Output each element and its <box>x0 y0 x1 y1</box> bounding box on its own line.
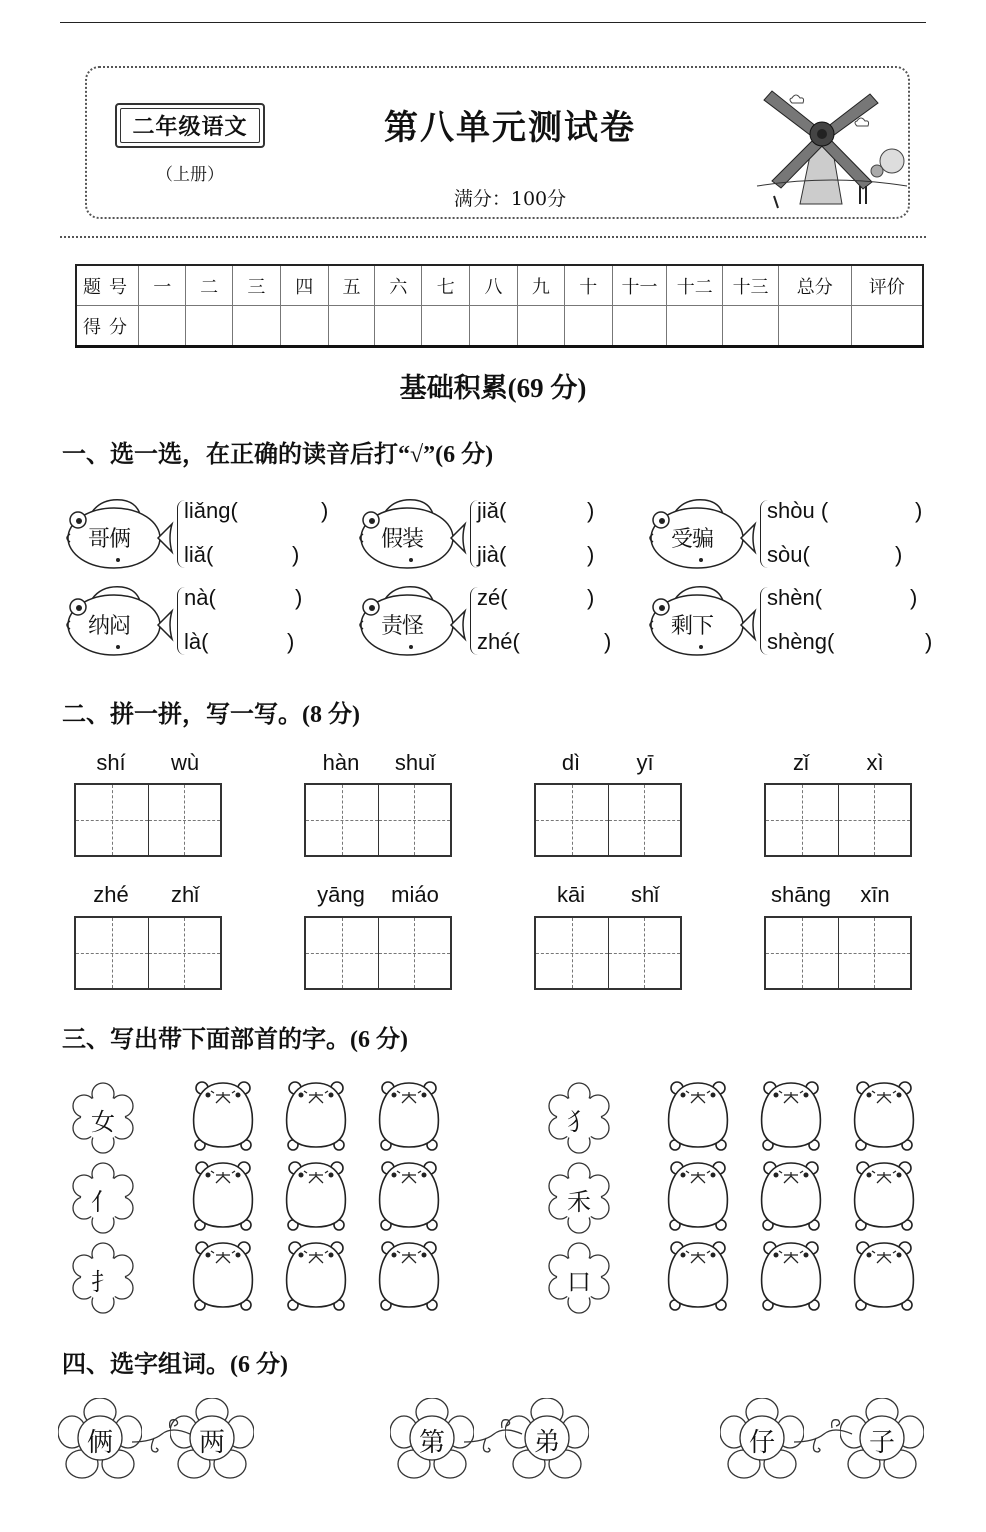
column-header: 四 <box>280 265 328 306</box>
hamster-answer-box[interactable] <box>283 1239 349 1311</box>
radical: 禾 <box>567 1188 591 1216</box>
score-cell[interactable] <box>328 306 375 347</box>
hamster-icon <box>283 1079 349 1151</box>
hamster-answer-box[interactable] <box>851 1159 917 1231</box>
answer-blank-close[interactable]: ) <box>910 585 918 610</box>
hamster-icon <box>190 1239 256 1311</box>
fish-word: 纳闷 <box>88 614 131 639</box>
score-table <box>75 264 924 348</box>
hamster-answer-box[interactable] <box>758 1159 824 1231</box>
radical-cloud <box>548 1082 610 1154</box>
score-cell[interactable] <box>422 306 470 347</box>
fish-item <box>645 496 925 576</box>
score-table-header-row <box>76 265 923 306</box>
column-header: 三 <box>232 265 280 306</box>
score-label: 得分 <box>76 306 139 347</box>
word-flower[interactable] <box>390 1398 474 1480</box>
pinyin-prompt: xì <box>866 750 884 775</box>
pinyin-option: zé( <box>477 585 508 610</box>
flower-char: 弟 <box>533 1428 560 1458</box>
radical-cloud <box>548 1242 610 1314</box>
answer-blank-close[interactable]: ) <box>587 585 595 610</box>
word-flower[interactable] <box>720 1398 804 1480</box>
fish-word: 责怪 <box>381 614 424 639</box>
pinyin-option: sòu( <box>767 542 810 567</box>
grid-cell[interactable] <box>536 785 609 855</box>
hamster-icon <box>283 1159 349 1231</box>
fish-word: 假装 <box>381 527 424 552</box>
dotted-divider <box>60 236 926 242</box>
grid-cell[interactable] <box>839 785 911 855</box>
score-cell[interactable] <box>186 306 233 347</box>
pinyin-prompt: zhé <box>93 882 129 907</box>
grid-cell[interactable] <box>609 785 681 855</box>
pinyin-option: zhé( <box>477 629 520 654</box>
q2-heading: 二、拼一拼，写一写。(8 分) <box>62 702 360 728</box>
q3-heading: 三、写出带下面部首的字。(6 分) <box>62 1027 408 1053</box>
pinyin-option: liǎ( <box>184 542 214 567</box>
fish-item <box>645 583 933 663</box>
hamster-icon <box>758 1159 824 1231</box>
fish-word: 受骗 <box>671 527 714 552</box>
answer-blank-close[interactable]: ) <box>895 542 903 567</box>
radical: 口 <box>567 1268 591 1296</box>
pinyin-prompt: yī <box>636 750 654 775</box>
hamster-answer-box[interactable] <box>376 1239 442 1311</box>
score-cell[interactable] <box>139 306 186 347</box>
hamster-answer-box[interactable] <box>376 1079 442 1151</box>
page-title: 第八单元测试卷 <box>384 108 636 148</box>
hamster-icon <box>283 1239 349 1311</box>
question-number-label: 题号 <box>76 265 139 306</box>
pinyin-option: là( <box>184 629 209 654</box>
answer-blank-close[interactable]: ) <box>604 629 612 654</box>
hamster-answer-box[interactable] <box>190 1159 256 1231</box>
pinyin-prompt: dì <box>561 750 581 775</box>
fish-item <box>62 496 342 576</box>
hamster-answer-box[interactable] <box>665 1159 731 1231</box>
answer-blank-close[interactable]: ) <box>321 498 329 523</box>
hamster-answer-box[interactable] <box>283 1159 349 1231</box>
hamster-icon <box>851 1159 917 1231</box>
radical-cloud <box>72 1162 134 1234</box>
flower-char: 第 <box>418 1428 445 1458</box>
answer-blank-close[interactable]: ) <box>587 498 595 523</box>
column-header: 总分 <box>778 265 851 306</box>
answer-blank-close[interactable]: ) <box>587 542 595 567</box>
hamster-icon <box>851 1079 917 1151</box>
column-header: 五 <box>328 265 375 306</box>
score-cell[interactable] <box>470 306 518 347</box>
column-header: 六 <box>375 265 422 306</box>
hamster-icon <box>376 1239 442 1311</box>
pinyin-prompt: zhǐ <box>170 882 200 907</box>
answer-blank-close[interactable]: ) <box>295 585 303 610</box>
radical-cloud <box>72 1242 134 1314</box>
grid-cell[interactable] <box>306 785 379 855</box>
pinyin-prompt: shāng <box>771 882 831 907</box>
vine-icon <box>464 1418 524 1458</box>
grid-cell[interactable] <box>379 785 451 855</box>
pinyin-option: shèn( <box>767 585 823 610</box>
column-header: 十三 <box>723 265 779 306</box>
pinyin-prompt: wù <box>170 750 200 775</box>
pinyin-prompt: yāng <box>317 882 365 907</box>
pinyin-option: nà( <box>184 585 216 610</box>
flower-char: 俩 <box>86 1428 113 1458</box>
grade-label-box <box>115 103 265 148</box>
fish-item <box>355 496 635 576</box>
radical: 犭 <box>567 1108 591 1136</box>
hamster-icon <box>376 1079 442 1151</box>
pinyin-prompt: miáo <box>391 882 439 907</box>
hamster-icon <box>758 1239 824 1311</box>
score-cell[interactable] <box>723 306 779 347</box>
q1-heading: 一、选一选，在正确的读音后打“√”(6 分) <box>62 442 494 468</box>
grid-cell[interactable] <box>76 785 149 855</box>
writing-grid[interactable] <box>534 916 682 990</box>
column-header: 一 <box>139 265 186 306</box>
grid-cell[interactable] <box>766 785 839 855</box>
q4-heading: 四、选字组词。(6 分) <box>62 1352 288 1378</box>
volume-label: （上册） <box>156 165 224 185</box>
writing-grid[interactable] <box>74 783 222 857</box>
score-table-score-row <box>76 306 923 347</box>
hamster-answer-box[interactable] <box>283 1079 349 1151</box>
fish-item <box>355 583 635 663</box>
radical: 扌 <box>91 1268 115 1296</box>
vine-icon <box>794 1418 854 1458</box>
writing-grid[interactable] <box>764 916 912 990</box>
score-cell[interactable] <box>280 306 328 347</box>
pinyin-prompt: hàn <box>322 750 360 775</box>
grid-cell[interactable] <box>149 918 221 988</box>
fish-word: 剩下 <box>671 614 714 639</box>
radical: 亻 <box>91 1188 115 1216</box>
column-header: 十二 <box>667 265 723 306</box>
score-cell[interactable] <box>517 306 564 347</box>
pinyin-prompt: shuǐ <box>394 750 436 775</box>
pinyin-prompt: xīn <box>860 882 890 907</box>
hamster-answer-box[interactable] <box>665 1079 731 1151</box>
fish-word: 哥俩 <box>88 527 131 552</box>
pinyin-option: jià( <box>477 542 507 567</box>
hamster-icon <box>190 1079 256 1151</box>
score-cell[interactable] <box>375 306 422 347</box>
hamster-icon <box>665 1159 731 1231</box>
hamster-icon <box>851 1239 917 1311</box>
score-cell[interactable] <box>667 306 723 347</box>
part-title: 基础积累(69 分) <box>399 373 587 403</box>
hamster-answer-box[interactable] <box>665 1239 731 1311</box>
column-header: 八 <box>470 265 518 306</box>
writing-grid[interactable] <box>534 783 682 857</box>
word-flower[interactable] <box>58 1398 142 1480</box>
pinyin-option: shèng( <box>767 629 835 654</box>
pinyin-option: jiǎ( <box>477 498 507 523</box>
score-cell[interactable] <box>564 306 612 347</box>
answer-blank-close[interactable]: ) <box>925 629 933 654</box>
pinyin-option: liǎng( <box>184 498 238 523</box>
hamster-answer-box[interactable] <box>851 1239 917 1311</box>
writing-grid[interactable] <box>304 783 452 857</box>
column-header: 九 <box>517 265 564 306</box>
grid-cell[interactable] <box>609 918 681 988</box>
column-header: 十 <box>564 265 612 306</box>
hamster-icon <box>376 1159 442 1231</box>
score-cell[interactable] <box>232 306 280 347</box>
grid-cell[interactable] <box>76 918 149 988</box>
flower-char: 子 <box>868 1428 895 1458</box>
hamster-answer-box[interactable] <box>758 1079 824 1151</box>
answer-blank-close[interactable]: ) <box>292 542 300 567</box>
flower-char: 两 <box>198 1428 225 1458</box>
hamster-answer-box[interactable] <box>851 1079 917 1151</box>
top-rule <box>60 22 926 23</box>
grid-cell[interactable] <box>536 918 609 988</box>
radical-cloud <box>548 1162 610 1234</box>
hamster-answer-box[interactable] <box>190 1239 256 1311</box>
radical-cloud <box>72 1082 134 1154</box>
pinyin-prompt: kāi <box>556 882 586 907</box>
column-header: 十一 <box>612 265 667 306</box>
grid-cell[interactable] <box>379 918 451 988</box>
column-header: 七 <box>422 265 470 306</box>
pinyin-prompt: zǐ <box>793 750 809 775</box>
hamster-icon <box>665 1079 731 1151</box>
grid-cell[interactable] <box>149 785 221 855</box>
full-score: 满分：100分 <box>453 188 567 210</box>
grid-cell[interactable] <box>766 918 839 988</box>
answer-blank-close[interactable]: ) <box>287 629 295 654</box>
vine-icon <box>132 1418 192 1458</box>
grid-cell[interactable] <box>306 918 379 988</box>
pinyin-prompt: shǐ <box>630 882 660 907</box>
score-cell[interactable] <box>612 306 667 347</box>
flower-char: 仔 <box>748 1428 775 1458</box>
radical: 女 <box>91 1108 115 1136</box>
score-cell[interactable] <box>778 306 851 347</box>
pinyin-option: shòu ( <box>767 498 829 523</box>
hamster-answer-box[interactable] <box>376 1159 442 1231</box>
grid-cell[interactable] <box>839 918 911 988</box>
writing-grid[interactable] <box>764 783 912 857</box>
hamster-answer-box[interactable] <box>758 1239 824 1311</box>
grade-label: 二年级语文 <box>120 108 260 143</box>
writing-grid[interactable] <box>74 916 222 990</box>
score-cell[interactable] <box>851 306 923 347</box>
writing-grid[interactable] <box>304 916 452 990</box>
column-header: 二 <box>186 265 233 306</box>
hamster-icon <box>758 1079 824 1151</box>
column-header: 评价 <box>851 265 923 306</box>
hamster-answer-box[interactable] <box>190 1079 256 1151</box>
windmill-illustration <box>752 86 912 216</box>
hamster-icon <box>665 1239 731 1311</box>
hamster-icon <box>190 1159 256 1231</box>
fish-item <box>62 583 342 663</box>
answer-blank-close[interactable]: ) <box>915 498 923 523</box>
pinyin-prompt: shí <box>96 750 126 775</box>
